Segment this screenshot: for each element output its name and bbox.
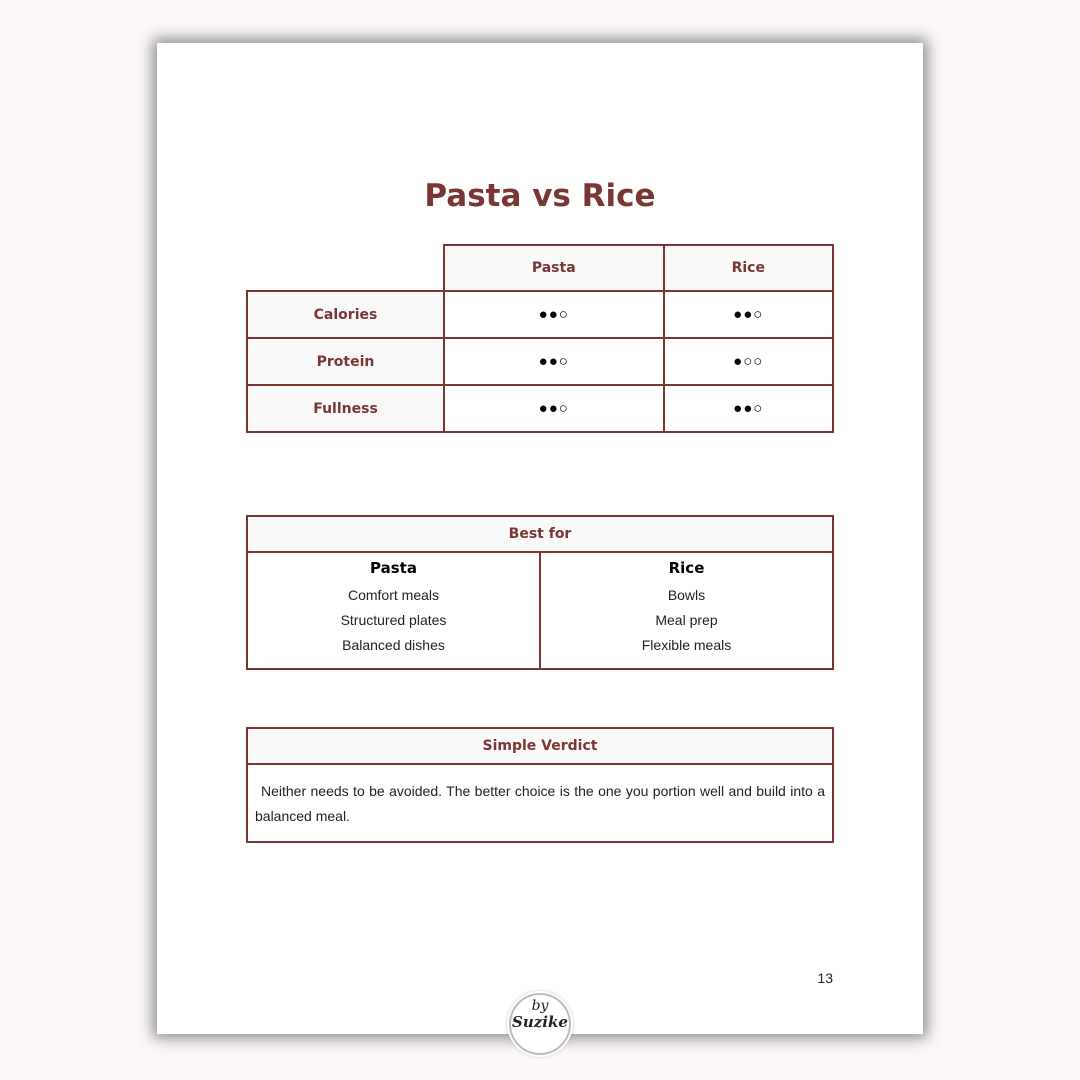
list-item: Comfort meals: [347, 587, 440, 603]
pasta-rating: ●●○: [444, 338, 664, 385]
list-item: Flexible meals: [641, 637, 732, 653]
pasta-rating: ●●○: [444, 291, 664, 338]
best-for-heading: Best for: [247, 516, 833, 552]
verdict-heading: Simple Verdict: [247, 728, 833, 764]
list-item: Structured plates: [340, 612, 447, 628]
list-item: Bowls: [667, 587, 706, 603]
rice-rating: ●●○: [664, 291, 834, 338]
ratings-table: [246, 244, 834, 433]
ratings-column-pasta: Pasta: [444, 245, 664, 291]
ratings-row-label: Protein: [247, 338, 444, 385]
brand-logo: [509, 993, 571, 1055]
rice-rating: ●●○: [664, 385, 834, 432]
list-item: Meal prep: [655, 612, 718, 628]
ratings-corner-cell: [247, 245, 444, 291]
verdict-text: Neither needs to be avoided. The better choice is the one you portion well and build into a balanced meal.: [247, 764, 833, 842]
best-for-rice-column: [540, 552, 833, 669]
pasta-rating: ●●○: [444, 385, 664, 432]
ratings-row: [247, 291, 833, 338]
rice-rating: ●○○: [664, 338, 834, 385]
page-number: 13: [817, 970, 833, 986]
best-for-table: [246, 515, 834, 670]
ratings-row: [247, 338, 833, 385]
document-page: [157, 43, 923, 1034]
logo-by-text: by: [531, 998, 549, 1014]
best-for-pasta-title: Pasta: [370, 559, 417, 577]
ratings-column-rice: Rice: [664, 245, 834, 291]
ratings-row: [247, 385, 833, 432]
ratings-row-label: Fullness: [247, 385, 444, 432]
ratings-row-label: Calories: [247, 291, 444, 338]
best-for-pasta-column: [247, 552, 540, 669]
page-title: Pasta vs Rice: [424, 178, 656, 214]
logo-name-text: Suzike: [512, 1013, 568, 1031]
verdict-table: [246, 727, 834, 843]
best-for-rice-title: Rice: [668, 559, 705, 577]
list-item: Balanced dishes: [342, 637, 445, 653]
